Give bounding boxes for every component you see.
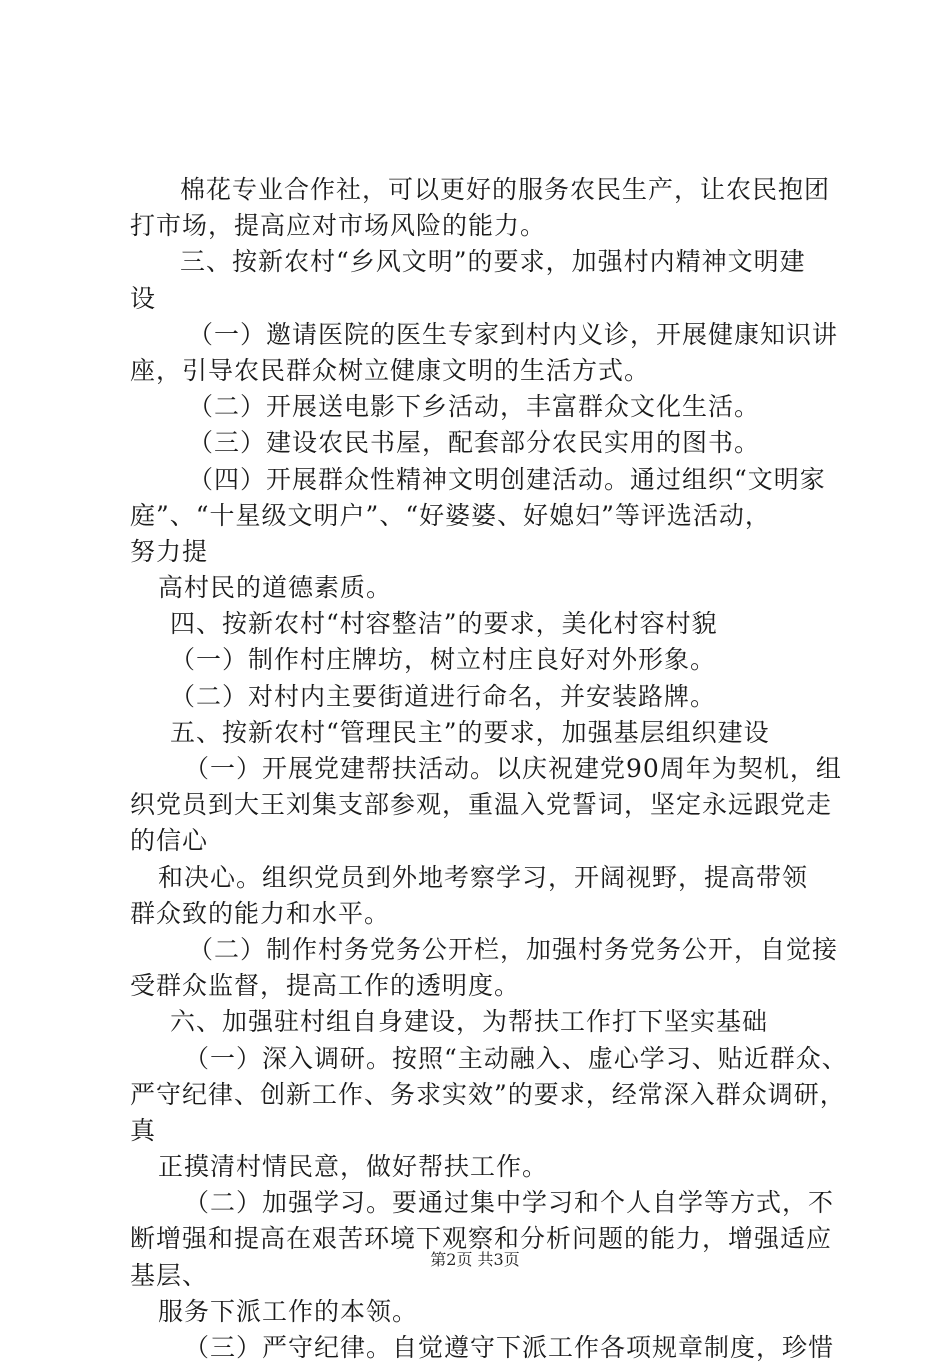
paragraph-line: （三）严守纪律。自觉遵守下派工作各项规章制度，珍惜	[184, 1333, 835, 1362]
section-heading: 五、按新农村“管理民主”的要求，加强基层组织建设	[170, 717, 770, 747]
paragraph-line: （二）对村内主要街道进行命名，并安装路牌。	[170, 681, 717, 711]
paragraph-line: （二）制作村务党务公开栏，加强村务党务公开，自觉接	[188, 934, 839, 964]
paragraph-line: 真	[130, 1115, 157, 1145]
paragraph-line: 基层、	[130, 1260, 209, 1290]
section-heading: 四、按新农村“村容整洁”的要求，美化村容村貌	[170, 609, 718, 639]
paragraph-line: 棉花专业合作社，可以更好的服务农民生产，让农民抱团	[180, 175, 831, 204]
paragraph-line: 座，引导农民群众树立健康文明的生活方式。	[130, 355, 651, 385]
paragraph-line: 严守纪律、创新工作、务求实效”的要求，经常深入群众调研，	[130, 1079, 846, 1109]
paragraph-line: 群众致的能力和水平。	[130, 898, 391, 928]
paragraph-line: 和决心。组织党员到外地考察学习，开阔视野，提高带领	[158, 862, 809, 892]
paragraph-line: （四）开展群众性精神文明创建活动。通过组织“文明家	[188, 464, 826, 494]
paragraph-line: 高村民的道德素质。	[158, 573, 393, 603]
paragraph-line: 的信心	[130, 826, 209, 856]
paragraph-line: 庭”、“十星级文明户”、“好婆婆、好媳妇”等评选活动，	[130, 500, 771, 530]
document-body	[130, 172, 848, 1366]
paragraph-line: 织党员到大王刘集支部参观，重温入党誓词，坚定永远跟党走	[130, 790, 833, 820]
section-heading: 设	[130, 283, 157, 313]
paragraph-line: 断增强和提高在艰苦环境下观察和分析问题的能力，增强适应	[130, 1224, 833, 1254]
paragraph-line: 服务下派工作的本领。	[158, 1296, 419, 1326]
paragraph-line: （一）开展党建帮扶活动。以庆祝建党90周年为契机，组	[184, 754, 842, 783]
paragraph-line: （三）建设农民书屋，配套部分农民实用的图书。	[188, 428, 761, 458]
paragraph-line: （二）开展送电影下乡活动，丰富群众文化生活。	[188, 392, 761, 422]
section-heading: 三、按新农村“乡风文明”的要求，加强村内精神文明建	[180, 247, 806, 277]
paragraph-line: （一）制作村庄牌坊，树立村庄良好对外形象。	[170, 645, 717, 675]
paragraph-line: （一）邀请医院的医生专家到村内义诊，开展健康知识讲	[188, 319, 839, 349]
paragraph-line: （二）加强学习。要通过集中学习和个人自学等方式，不	[184, 1188, 835, 1218]
paragraph-line: 受群众监督，提高工作的透明度。	[130, 971, 521, 1001]
page-number-footer: 第2页 共3页	[430, 1250, 520, 1269]
paragraph-line: 打市场，提高应对市场风险的能力。	[130, 211, 547, 241]
paragraph-line: （一）深入调研。按照“主动融入、虚心学习、贴近群众、	[184, 1043, 848, 1073]
paragraph-line: 努力提	[130, 536, 209, 566]
section-heading: 六、加强驻村组自身建设，为帮扶工作打下坚实基础	[170, 1007, 769, 1037]
paragraph-line: 正摸清村情民意，做好帮扶工作。	[158, 1152, 549, 1182]
